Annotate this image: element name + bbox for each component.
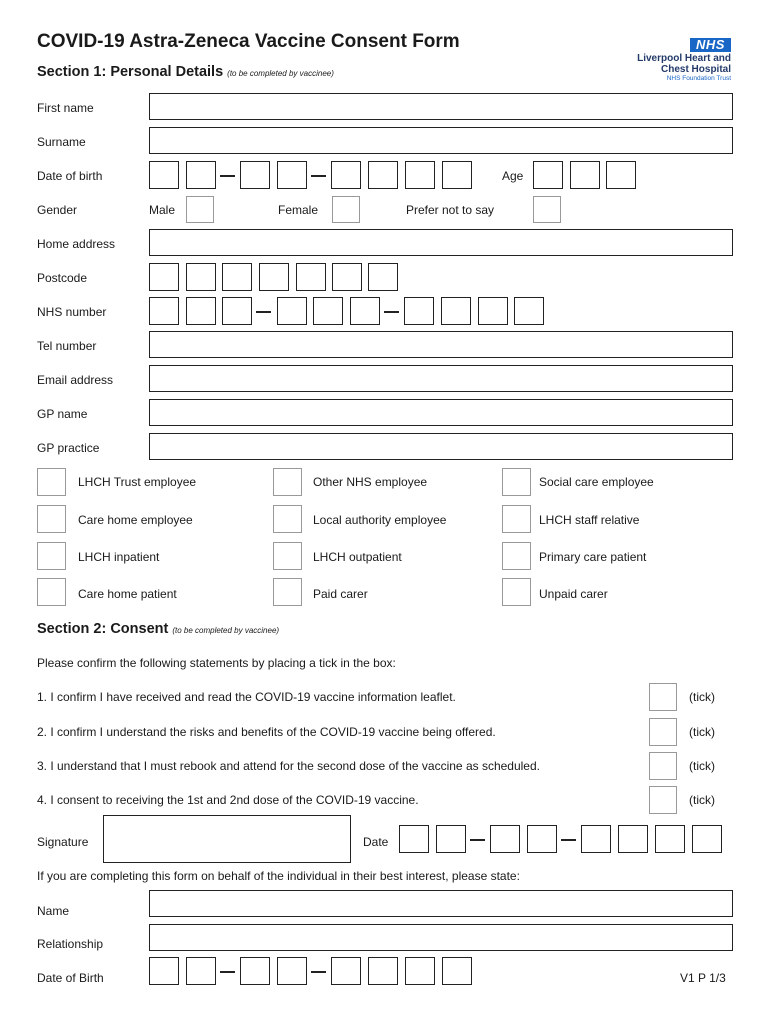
category-checkbox[interactable]: [37, 578, 66, 606]
postcode-char-box[interactable]: [222, 263, 252, 291]
date-digit-box[interactable]: [490, 825, 520, 853]
dob-year-digit-4[interactable]: [442, 161, 472, 189]
form-title: COVID-19 Astra-Zeneca Vaccine Consent Form: [37, 31, 460, 52]
consent-statement: 3. I understand that I must rebook and attend for the second dose of the vaccine as scheduled.: [37, 759, 540, 773]
page-number: V1 P 1/3: [680, 971, 726, 985]
category-label: Primary care patient: [539, 550, 647, 564]
behalf-dob-label: Date of Birth: [37, 971, 104, 985]
age-digit-1[interactable]: [533, 161, 563, 189]
behalf-instruction: If you are completing this form on behalf of the individual in their best interest, please state:: [37, 869, 520, 883]
category-label: LHCH inpatient: [78, 550, 160, 564]
nhs-number-separator: [384, 311, 399, 313]
postcode-char-box[interactable]: [332, 263, 362, 291]
date-separator: [470, 839, 485, 841]
dob-year-digit-2[interactable]: [368, 161, 398, 189]
category-label: LHCH staff relative: [539, 513, 640, 527]
gender-male-label: Male: [149, 203, 176, 217]
email-label: Email address: [37, 373, 114, 387]
nhs-number-digit-box[interactable]: [404, 297, 434, 325]
age-label: Age: [502, 169, 524, 183]
section1-heading: Section 1: Personal Details (to be completed by vaccinee): [37, 64, 334, 80]
dob-day-digit-1[interactable]: [149, 161, 179, 189]
dob-year-digit-1[interactable]: [331, 161, 361, 189]
gp-name-label: GP name: [37, 407, 88, 421]
date-digit-box[interactable]: [618, 825, 648, 853]
behalf-dob-digit-box[interactable]: [149, 957, 179, 985]
gender-label: Gender: [37, 203, 78, 217]
logo-trust-name-line1: Liverpool Heart and: [637, 53, 731, 64]
behalf-name-label: Name: [37, 904, 70, 918]
gender-prefer-not-checkbox[interactable]: [533, 196, 561, 223]
consent-instruction: Please confirm the following statements by placing a tick in the box:: [37, 656, 396, 670]
behalf-dob-separator: [220, 971, 235, 973]
behalf-dob-digit-box[interactable]: [277, 957, 307, 985]
behalf-dob-digit-box[interactable]: [331, 957, 361, 985]
date-digit-box[interactable]: [692, 825, 722, 853]
category-checkbox[interactable]: [502, 505, 531, 533]
category-label: Paid carer: [313, 587, 368, 601]
nhs-number-digit-box[interactable]: [277, 297, 307, 325]
date-digit-box[interactable]: [399, 825, 429, 853]
gender-female-checkbox[interactable]: [332, 196, 360, 223]
home-address-label: Home address: [37, 237, 116, 251]
relationship-label: Relationship: [37, 937, 104, 951]
dob-month-digit-2[interactable]: [277, 161, 307, 189]
nhs-number-digit-box[interactable]: [478, 297, 508, 325]
category-checkbox[interactable]: [502, 542, 531, 570]
section1-note: (to be completed by vaccinee): [227, 69, 334, 78]
dob-label: Date of birth: [37, 169, 103, 183]
category-label: Local authority employee: [313, 513, 447, 527]
behalf-dob-digit-box[interactable]: [442, 957, 472, 985]
category-checkbox[interactable]: [37, 542, 66, 570]
category-label: Social care employee: [539, 475, 654, 489]
first-name-label: First name: [37, 101, 94, 115]
category-label: LHCH outpatient: [313, 550, 402, 564]
gender-female-label: Female: [278, 203, 319, 217]
postcode-label: Postcode: [37, 271, 88, 285]
consent-tick-box[interactable]: [649, 683, 677, 711]
category-checkbox[interactable]: [37, 505, 66, 533]
dob-separator: [220, 175, 235, 177]
nhs-number-digit-box[interactable]: [514, 297, 544, 325]
dob-day-digit-2[interactable]: [186, 161, 216, 189]
postcode-char-box[interactable]: [259, 263, 289, 291]
home-address-field[interactable]: [149, 229, 733, 256]
nhs-number-digit-box[interactable]: [149, 297, 179, 325]
postcode-char-box[interactable]: [186, 263, 216, 291]
age-digit-2[interactable]: [570, 161, 600, 189]
nhs-number-digit-box[interactable]: [186, 297, 216, 325]
behalf-dob-digit-box[interactable]: [368, 957, 398, 985]
gp-practice-field[interactable]: [149, 433, 733, 460]
nhs-number-separator: [256, 311, 271, 313]
surname-field[interactable]: [149, 127, 733, 154]
postcode-char-box[interactable]: [368, 263, 398, 291]
section2-heading: Section 2: Consent (to be completed by vaccinee): [37, 621, 280, 637]
category-label: Other NHS employee: [313, 475, 428, 489]
first-name-field[interactable]: [149, 93, 733, 120]
category-checkbox[interactable]: [273, 578, 302, 606]
date-digit-box[interactable]: [436, 825, 466, 853]
tick-hint: (tick): [689, 759, 715, 773]
date-label: Date: [363, 835, 389, 849]
behalf-dob-digit-box[interactable]: [240, 957, 270, 985]
dob-separator: [311, 175, 326, 177]
nhs-logo: NHS: [690, 38, 731, 52]
postcode-char-box[interactable]: [296, 263, 326, 291]
nhs-number-digit-box[interactable]: [222, 297, 252, 325]
category-checkbox[interactable]: [502, 578, 531, 606]
category-checkbox[interactable]: [273, 468, 302, 496]
tel-number-label: Tel number: [37, 339, 97, 353]
gp-name-field[interactable]: [149, 399, 733, 426]
nhs-number-digit-box[interactable]: [441, 297, 471, 325]
section2-note: (to be completed by vaccinee): [172, 626, 280, 635]
behalf-dob-digit-box[interactable]: [186, 957, 216, 985]
tick-hint: (tick): [689, 793, 715, 807]
logo-trust-name-line2: Chest Hospital: [660, 64, 731, 75]
postcode-char-box[interactable]: [149, 263, 179, 291]
consent-statement: 4. I consent to receiving the 1st and 2nd dose of the COVID-19 vaccine.: [37, 793, 419, 807]
dob-month-digit-1[interactable]: [240, 161, 270, 189]
date-digit-box[interactable]: [655, 825, 685, 853]
category-checkbox[interactable]: [37, 468, 66, 496]
consent-tick-box[interactable]: [649, 786, 677, 814]
logo-trust-subtitle: NHS Foundation Trust: [666, 75, 731, 82]
gp-practice-label: GP practice: [37, 441, 100, 455]
tick-hint: (tick): [689, 725, 715, 739]
tick-hint: (tick): [689, 690, 715, 704]
email-field[interactable]: [149, 365, 733, 392]
surname-label: Surname: [37, 135, 86, 149]
consent-tick-box[interactable]: [649, 752, 677, 780]
gender-male-checkbox[interactable]: [186, 196, 214, 223]
category-label: Unpaid carer: [539, 587, 608, 601]
nhs-number-digit-box[interactable]: [313, 297, 343, 325]
category-label: Care home employee: [78, 513, 193, 527]
nhs-number-label: NHS number: [37, 305, 107, 319]
category-checkbox[interactable]: [502, 468, 531, 496]
behalf-dob-separator: [311, 971, 326, 973]
gender-prefer-not-label: Prefer not to say: [406, 203, 495, 217]
date-separator: [561, 839, 576, 841]
category-label: LHCH Trust employee: [78, 475, 197, 489]
date-digit-box[interactable]: [527, 825, 557, 853]
category-checkbox[interactable]: [273, 505, 302, 533]
consent-statement: 2. I confirm I understand the risks and benefits of the COVID-19 vaccine being offered.: [37, 725, 496, 739]
behalf-name-field[interactable]: [149, 890, 733, 917]
nhs-number-digit-box[interactable]: [350, 297, 380, 325]
category-checkbox[interactable]: [273, 542, 302, 570]
tel-number-field[interactable]: [149, 331, 733, 358]
age-digit-3[interactable]: [606, 161, 636, 189]
signature-field[interactable]: [103, 815, 351, 863]
signature-label: Signature: [37, 835, 89, 849]
behalf-dob-digit-box[interactable]: [405, 957, 435, 985]
consent-statement: 1. I confirm I have received and read the COVID-19 vaccine information leaflet.: [37, 690, 456, 704]
date-digit-box[interactable]: [581, 825, 611, 853]
category-label: Care home patient: [78, 587, 177, 601]
relationship-field[interactable]: [149, 924, 733, 951]
consent-tick-box[interactable]: [649, 718, 677, 746]
dob-year-digit-3[interactable]: [405, 161, 435, 189]
